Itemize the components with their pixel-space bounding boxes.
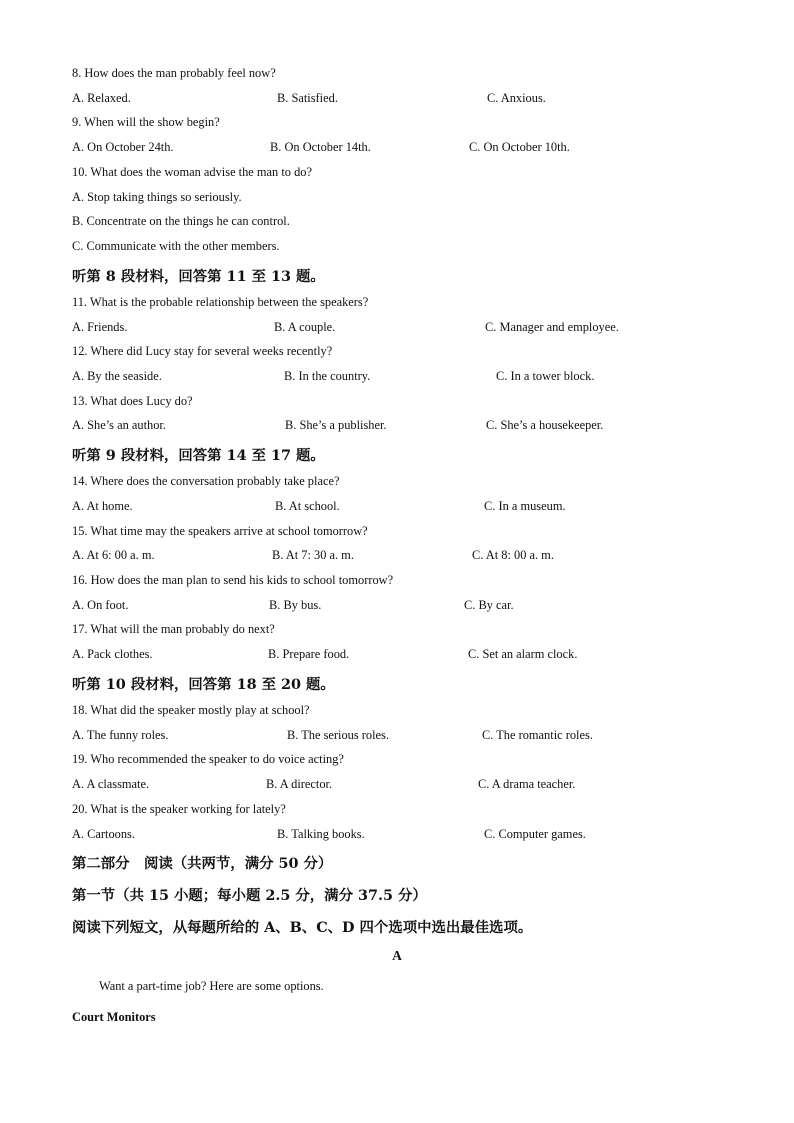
section-heading-8: 听第 8 段材料，回答第 11 至 13 题。 (72, 268, 325, 285)
q17-option-b: B. Prepare food. (268, 647, 350, 661)
q8-option-a: A. Relaxed. (72, 91, 131, 105)
q14-option-c: C. In a museum. (484, 499, 566, 513)
q19-option-a: A. A classmate. (72, 777, 150, 791)
q10-option-a: A. Stop taking things so seriously. (72, 190, 242, 204)
q13-option-a: A. She’s an author. (72, 418, 166, 432)
passage-subheading: Court Monitors (72, 1010, 156, 1024)
q10-option-c: C. Communicate with the other members. (72, 239, 280, 253)
section-part2-title: 第二部分 阅读（共两节，满分 50 分） (72, 855, 333, 872)
q15-option-a: A. At 6: 00 a. m. (72, 548, 155, 562)
q20-option-c: C. Computer games. (484, 827, 586, 841)
question-13: 13. What does Lucy do? (72, 394, 193, 408)
section-heading-10: 听第 10 段材料，回答第 18 至 20 题。 (72, 676, 335, 693)
passage-intro: Want a part-time job? Here are some options. (99, 979, 324, 993)
q12-option-c: C. In a tower block. (496, 369, 595, 383)
q11-option-a: A. Friends. (72, 320, 128, 334)
q9-option-b: B. On October 14th. (270, 140, 371, 154)
question-15: 15. What time may the speakers arrive at school tomorrow? (72, 524, 368, 538)
q20-option-a: A. Cartoons. (72, 827, 135, 841)
q14-option-a: A. At home. (72, 499, 133, 513)
q10-option-b: B. Concentrate on the things he can control. (72, 214, 290, 228)
question-12: 12. Where did Lucy stay for several weeks recently? (72, 344, 333, 358)
q15-option-b: B. At 7: 30 a. m. (272, 548, 354, 562)
question-11: 11. What is the probable relationship between the speakers? (72, 295, 369, 309)
q20-option-b: B. Talking books. (277, 827, 365, 841)
q17-option-c: C. Set an alarm clock. (468, 647, 578, 661)
q13-option-b: B. She’s a publisher. (285, 418, 387, 432)
q19-option-c: C. A drama teacher. (478, 777, 576, 791)
passage-letter: A (392, 948, 402, 963)
q9-option-c: C. On October 10th. (469, 140, 570, 154)
q18-option-a: A. The funny roles. (72, 728, 169, 742)
q16-option-b: B. By bus. (269, 598, 322, 612)
q18-option-c: C. The romantic roles. (482, 728, 593, 742)
q19-option-b: B. A director. (266, 777, 333, 791)
q13-option-c: C. She’s a housekeeper. (486, 418, 604, 432)
question-19: 19. Who recommended the speaker to do voice acting? (72, 752, 344, 766)
q12-option-a: A. By the seaside. (72, 369, 162, 383)
question-14: 14. Where does the conversation probably take place? (72, 474, 340, 488)
question-10: 10. What does the woman advise the man to do? (72, 165, 312, 179)
q14-option-b: B. At school. (275, 499, 340, 513)
q18-option-b: B. The serious roles. (287, 728, 389, 742)
q12-option-b: B. In the country. (284, 369, 371, 383)
question-9: 9. When will the show begin? (72, 115, 220, 129)
q15-option-c: C. At 8: 00 a. m. (472, 548, 554, 562)
question-18: 18. What did the speaker mostly play at school? (72, 703, 310, 717)
section-heading-9: 听第 9 段材料，回答第 14 至 17 题。 (72, 447, 325, 464)
q16-option-a: A. On foot. (72, 598, 129, 612)
q8-option-c: C. Anxious. (487, 91, 546, 105)
q9-option-a: A. On October 24th. (72, 140, 174, 154)
question-17: 17. What will the man probably do next? (72, 622, 275, 636)
q16-option-c: C. By car. (464, 598, 514, 612)
question-16: 16. How does the man plan to send his kids to school tomorrow? (72, 573, 394, 587)
q17-option-a: A. Pack clothes. (72, 647, 153, 661)
reading-instruction: 阅读下列短文，从每题所给的 A、B、C、D 四个选项中选出最佳选项。 (72, 919, 533, 936)
q8-option-b: B. Satisfied. (277, 91, 338, 105)
q11-option-c: C. Manager and employee. (485, 320, 619, 334)
question-8: 8. How does the man probably feel now? (72, 66, 276, 80)
question-20: 20. What is the speaker working for lately? (72, 802, 286, 816)
q11-option-b: B. A couple. (274, 320, 336, 334)
section-part2-subtitle: 第一节（共 15 小题；每小题 2.5 分，满分 37.5 分） (72, 887, 427, 904)
